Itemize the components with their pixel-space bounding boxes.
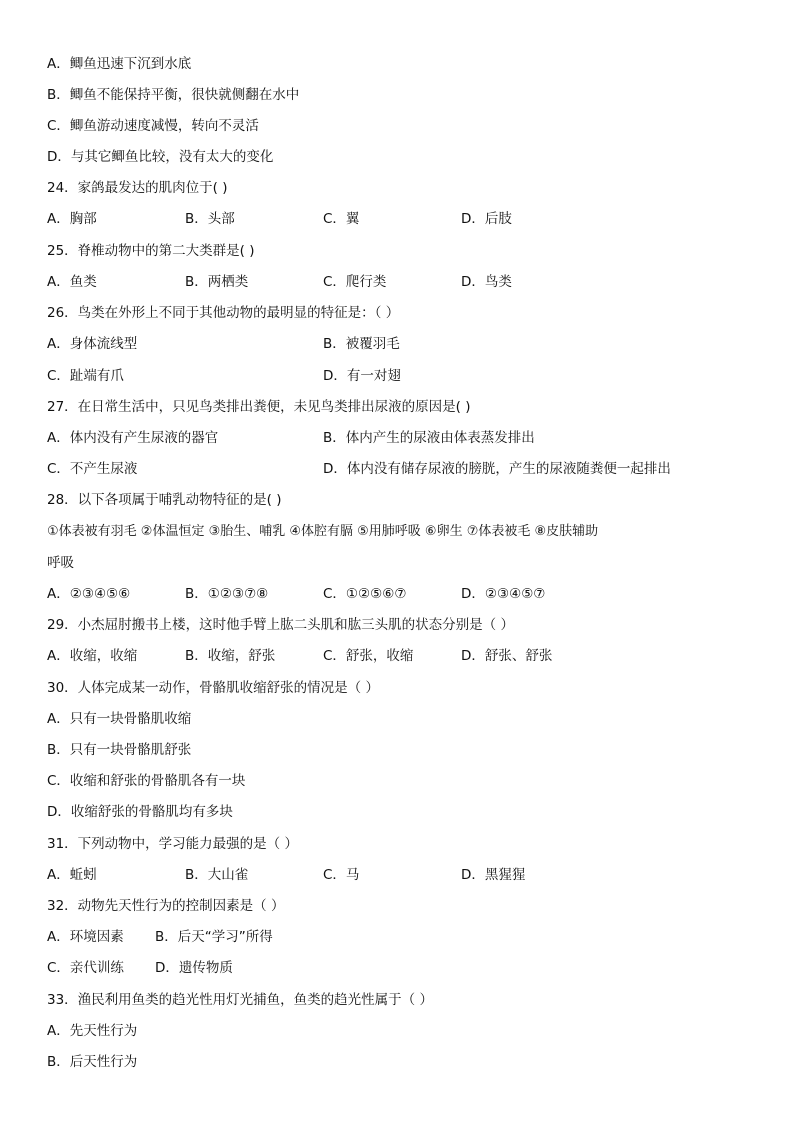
q32-stem: 32．动物先天性行为的控制因素是（ ） (47, 898, 285, 914)
q24-option-a: A．胸部 (47, 211, 97, 227)
q28-stem: 28．以下各项属于哺乳动物特征的是( ) (47, 492, 282, 508)
q27-options-row1 (47, 428, 747, 448)
q27-stem: 27．在日常生活中，只见鸟类排出粪便，未见鸟类排出尿液的原因是( ) (47, 399, 471, 415)
q23-option-a: A．鲫鱼迅速下沉到水底 (47, 56, 192, 72)
q24-options (47, 209, 747, 229)
q24-option-b: B．头部 (185, 211, 235, 227)
q26-option-b: B．被覆羽毛 (323, 336, 400, 352)
q32-options-row1 (47, 927, 747, 947)
q26-stem: 26．鸟类在外形上不同于其他动物的最明显的特征是：（ ） (47, 305, 400, 321)
q27-option-b: B．体内产生的尿液由体表蒸发排出 (323, 430, 535, 446)
q30-option-b: B．只有一块骨骼肌舒张 (47, 742, 192, 758)
q31-option-c: C．马 (323, 867, 360, 883)
q28-option-c: C．①②⑤⑥⑦ (323, 586, 407, 602)
q25-option-d: D．鸟类 (461, 274, 512, 290)
q24-stem: 24．家鸽最发达的肌肉位于( ) (47, 180, 228, 196)
q27-options-row2 (47, 459, 747, 479)
q23-option-c: C．鲫鱼游动速度减慢，转向不灵活 (47, 118, 259, 134)
q26-options-row2 (47, 366, 747, 386)
q32-option-b: B．后天“学习”所得 (155, 929, 273, 945)
q28-option-d: D．②③④⑤⑦ (461, 586, 546, 602)
q28-items-line2: 呼吸 (47, 555, 74, 571)
q33-option-a: A．先天性行为 (47, 1023, 138, 1039)
q31-option-a: A．蚯蚓 (47, 867, 97, 883)
q31-stem: 31．下列动物中，学习能力最强的是（ ） (47, 836, 298, 852)
q29-option-b: B．收缩，舒张 (185, 648, 276, 664)
q27-option-a: A．体内没有产生尿液的器官 (47, 430, 219, 446)
q27-option-c: C．不产生尿液 (47, 461, 138, 477)
q26-option-d: D．有一对翅 (323, 368, 401, 384)
q25-stem: 25．脊椎动物中的第二大类群是( ) (47, 243, 255, 259)
q33-stem: 33．渔民利用鱼类的趋光性用灯光捕鱼，鱼类的趋光性属于（ ） (47, 992, 433, 1008)
q32-options-row2 (47, 958, 747, 978)
q29-option-c: C．舒张，收缩 (323, 648, 414, 664)
q30-option-c: C．收缩和舒张的骨骼肌各有一块 (47, 773, 246, 789)
q31-option-d: D．黑猩猩 (461, 867, 526, 883)
q25-options (47, 272, 747, 292)
q26-option-c: C．趾端有爪 (47, 368, 124, 384)
q29-options (47, 646, 747, 666)
q29-stem: 29．小杰屈肘搬书上楼，这时他手臂上肱二头肌和肱三头肌的状态分别是（ ） (47, 617, 514, 633)
q23-option-d: D．与其它鲫鱼比较，没有太大的变化 (47, 149, 274, 165)
q30-stem: 30．人体完成某一动作，骨骼肌收缩舒张的情况是（ ） (47, 680, 379, 696)
q26-option-a: A．身体流线型 (47, 336, 138, 352)
q25-option-a: A．鱼类 (47, 274, 97, 290)
q23-option-b: B．鲫鱼不能保持平衡，很快就侧翻在水中 (47, 87, 300, 103)
q27-option-d: D．体内没有储存尿液的膀胱，产生的尿液随粪便一起排出 (323, 461, 671, 477)
q31-option-b: B．大山雀 (185, 867, 249, 883)
q26-options-row1 (47, 334, 747, 354)
q24-option-d: D．后肢 (461, 211, 512, 227)
q29-option-d: D．舒张、舒张 (461, 648, 553, 664)
q32-option-d: D．遗传物质 (155, 960, 233, 976)
q25-option-b: B．两栖类 (185, 274, 249, 290)
q31-options (47, 865, 747, 885)
q30-option-d: D．收缩舒张的骨骼肌均有多块 (47, 804, 233, 820)
q30-option-a: A．只有一块骨骼肌收缩 (47, 711, 192, 727)
q25-option-c: C．爬行类 (323, 274, 387, 290)
q28-options (47, 584, 747, 604)
q32-option-a: A．环境因素 (47, 929, 124, 945)
q24-option-c: C．翼 (323, 211, 360, 227)
q28-option-a: A．②③④⑤⑥ (47, 586, 131, 602)
q28-items-line1: ①体表被有羽毛 ②体温恒定 ③胎生、哺乳 ④体腔有膈 ⑤用肺呼吸 ⑥卵生 ⑦体表被毛 ⑧皮肤辅助 (47, 524, 599, 539)
q32-option-c: C．亲代训练 (47, 960, 124, 976)
q29-option-a: A．收缩，收缩 (47, 648, 138, 664)
q28-option-b: B．①②③⑦⑧ (185, 586, 269, 602)
q33-option-b: B．后天性行为 (47, 1054, 138, 1070)
